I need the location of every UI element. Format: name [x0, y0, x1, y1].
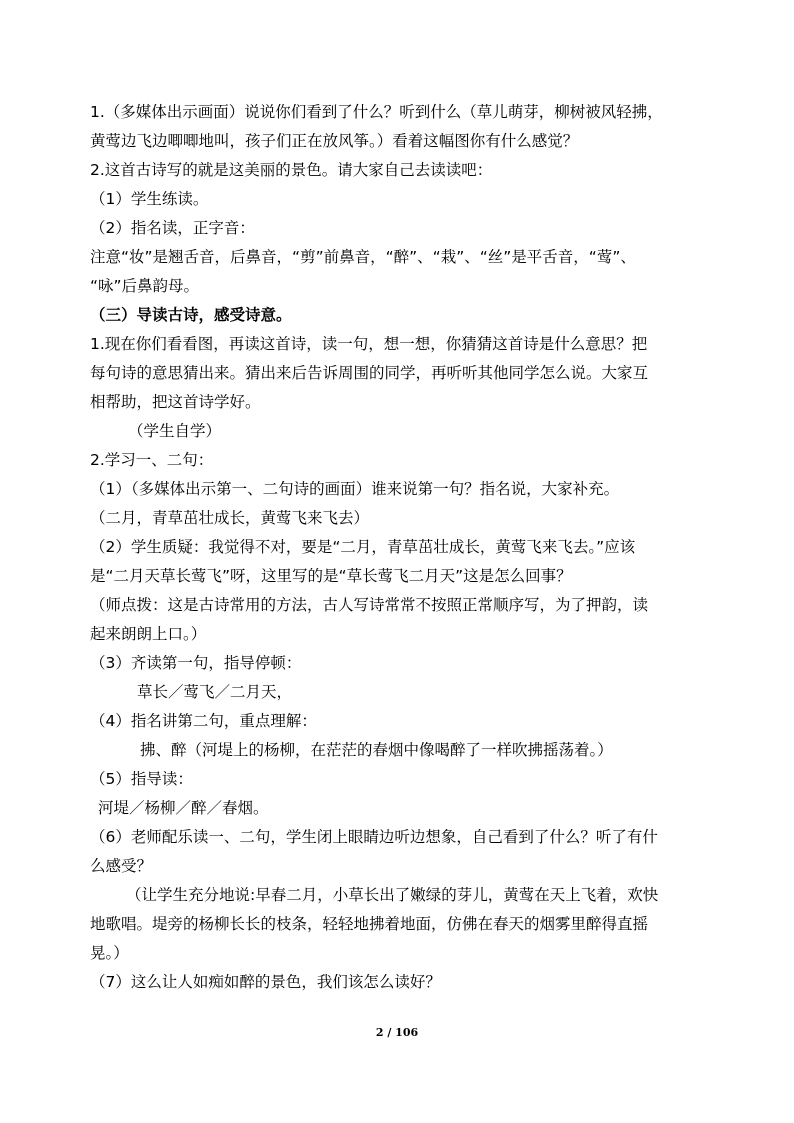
paragraph-line: 地歌唱。堤旁的杨柳长长的枝条，轻轻地拂着地面，仿佛在春天的烟雾里醉得直摇 — [90, 915, 649, 933]
paragraph-line: （师点拨：这是古诗常用的方法，古人写诗常常不按照正常顺序写，为了押韵，读 — [90, 596, 649, 614]
paragraph-line: 注意“妆”是翘舌音，后鼻音，“剪”前鼻音，“醉”、“栽”、“丝”是平舌音，“莺”、 — [90, 248, 636, 266]
paragraph-line: 每句诗的意思猜出来。猜出来后告诉周围的同学，再听听其他同学怎么说。大家互 — [90, 364, 649, 382]
paragraph-line: 2.这首古诗写的就是这美丽的景色。请大家自己去读读吧： — [90, 161, 493, 179]
paragraph-line: 黄莺边飞边唧唧地叫，孩子们正在放风筝。）看着这幅图你有什么感觉？ — [90, 132, 579, 150]
paragraph-line: （7）这么让人如痴如醉的景色，我们该怎么读好？ — [90, 973, 441, 991]
paragraph-line: （2）学生质疑：我觉得不对，要是“二月，青草茁壮成长，黄莺飞来飞去。”应该 — [90, 538, 636, 556]
paragraph-line: 2.学习一、二句： — [90, 451, 214, 469]
paragraph-line: （6）老师配乐读一、二句，学生闭上眼睛边听边想象，自己看到了什么？听了有什 — [90, 828, 658, 846]
paragraph-line: （2）指名读，正字音： — [90, 219, 255, 237]
paragraph-line: 起来朗朗上口。） — [90, 625, 207, 643]
page-number: 2 / 106 — [375, 1026, 419, 1039]
paragraph-line: 拂、醉（河堤上的杨柳，在茫茫的春烟中像喝醉了一样吹拂摇荡着。） — [140, 741, 613, 759]
paragraph-line: 么感受？ — [90, 857, 153, 875]
paragraph-line: 晃。） — [90, 944, 129, 962]
paragraph-line: 1.（多媒体出示画面）说说你们看到了什么？听到什么（草儿萌芽，柳树被风轻拂， — [90, 103, 663, 121]
paragraph-line: （5）指导读： — [90, 770, 193, 788]
paragraph-line: “咏”后鼻韵母。 — [90, 277, 200, 295]
poem-pause-line: 河堤／杨柳／醉／春烟。 — [98, 799, 269, 817]
paragraph-line: （1）学生练读。 — [90, 190, 209, 208]
paragraph-line: （学生自学） — [128, 422, 222, 440]
paragraph-line: （4）指名讲第二句，重点理解： — [90, 712, 317, 730]
paragraph-line: （1）（多媒体出示第一、二句诗的画面）谁来说第一句？指名说，大家补充。 — [90, 480, 620, 498]
poem-pause-line: 草长／莺飞／二月天， — [137, 683, 293, 701]
paragraph-line: （让学生充分地说:早春二月，小草长出了嫩绿的芽儿，黄莺在天上飞着，欢快 — [126, 886, 659, 904]
document-body — [90, 98, 710, 997]
paragraph-line: （二月，青草茁壮成长，黄莺飞来飞去） — [90, 509, 370, 527]
paragraph-line: 1.现在你们看看图，再读这首诗，读一句，想一想，你猜猜这首诗是什么意思？把 — [90, 335, 648, 353]
paragraph-line: （3）齐读第一句，指导停顿： — [90, 654, 302, 672]
section-heading: （三）导读古诗，感受诗意。 — [90, 306, 292, 324]
paragraph-line: 是“二月天草长莺飞”呀，这里写的是“草长莺飞二月天”这是怎么回事？ — [90, 567, 572, 585]
paragraph-line: 相帮助，把这首诗学好。 — [90, 393, 261, 411]
